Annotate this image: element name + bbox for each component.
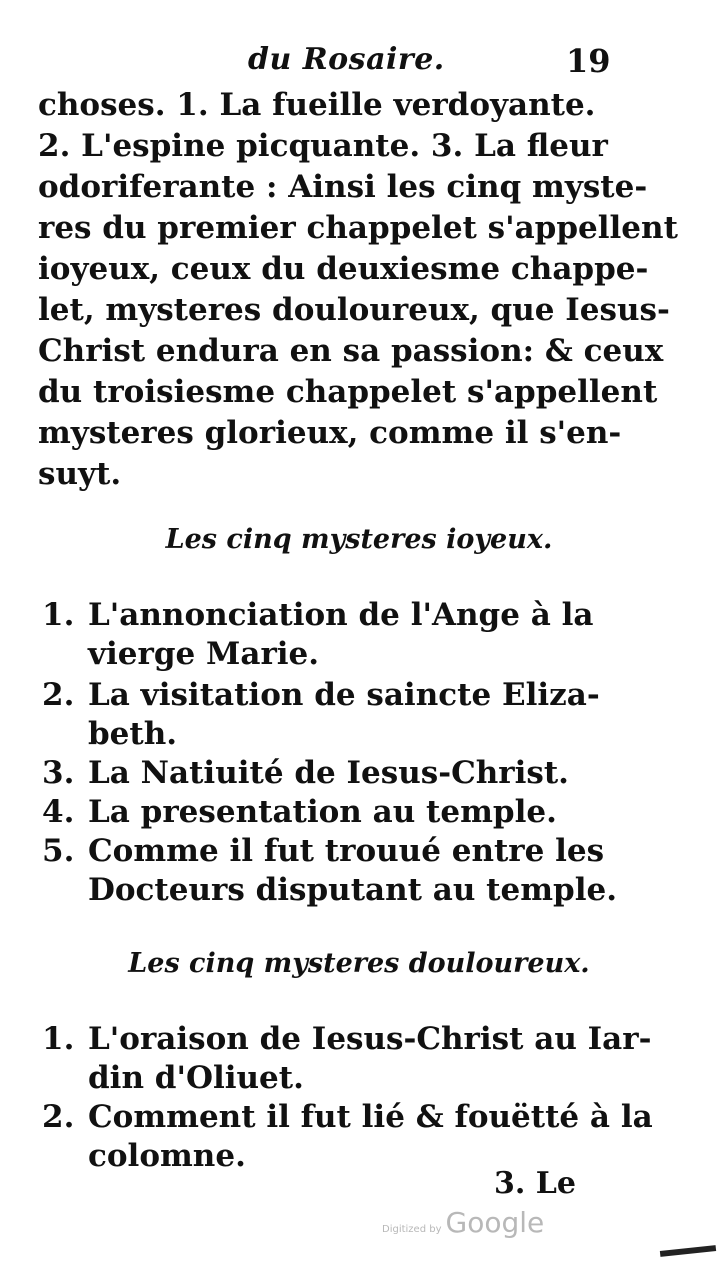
item-number: 1. [42, 597, 75, 633]
item-number: 1. [42, 1021, 75, 1057]
item-text: La presentation au temple. [88, 794, 557, 830]
list-item [42, 755, 602, 791]
item-text: La Natiuité de Iesus-Christ. [88, 755, 569, 791]
section-heading-joyful: Les cinq mysteres ioyeux. [165, 524, 553, 555]
item-continuation: beth. [88, 716, 178, 752]
item-number: 4. [42, 794, 75, 830]
list-item [42, 677, 602, 713]
running-head-title: du Rosaire. [248, 42, 445, 77]
item-text: Comme il fut trouué entre les [88, 833, 605, 869]
paragraph-line-1 [38, 87, 608, 123]
item-number: 5. [42, 833, 75, 869]
item-continuation: vierge Marie. [88, 636, 320, 672]
item-number: 2. [42, 1099, 75, 1135]
paragraph-line-2: 2. L'espine picquante. 3. La fleur [38, 128, 608, 164]
list-item [42, 794, 602, 830]
list-item [42, 1021, 652, 1057]
item-text: Comment il fut lié & fouëtté à la [88, 1099, 653, 1135]
watermark-prefix: Digitized by [382, 1224, 442, 1235]
paragraph-line-5: ioyeux, ceux du deuxiesme chappe- [38, 251, 649, 287]
item-continuation: colomne. [88, 1138, 246, 1174]
digitized-watermark [382, 1206, 544, 1239]
section-heading-sorrowful: Les cinq mysteres douloureux. [128, 948, 590, 979]
paragraph-line-6: let, mysteres douloureux, que Iesus- [38, 292, 670, 328]
paragraph-line-9: mysteres glorieux, comme il s'en- [38, 415, 622, 451]
paragraph-line-3: odoriferante : Ainsi les cinq myste- [38, 169, 648, 205]
item-text: L'oraison de Iesus-Christ au Iar- [88, 1021, 652, 1057]
item-continuation: din d'Oliuet. [88, 1060, 304, 1096]
page-number: 19 [566, 42, 611, 80]
scan-edge-mark [660, 1245, 716, 1257]
paragraph-line-4: res du premier chappelet s'appellent [38, 210, 678, 246]
item-number: 3. [42, 755, 75, 791]
item-text: L'annonciation de l'Ange à la [88, 597, 594, 633]
list-item [42, 597, 602, 633]
item-continuation: Docteurs disputant au temple. [88, 872, 617, 908]
list-item [42, 833, 605, 869]
paragraph-text: choses. 1. La fueille verdoyante. [38, 87, 596, 123]
paragraph-line-7: Christ endura en sa passion: & ceux [38, 333, 664, 369]
paragraph-line-8: du troisiesme chappelet s'appellent [38, 374, 658, 410]
paragraph-line-10: suyt. [38, 456, 122, 492]
google-logo: Google [445, 1206, 545, 1239]
item-text: La visitation de saincte Eliza- [88, 677, 600, 713]
list-item [42, 1099, 653, 1135]
item-number: 2. [42, 677, 75, 713]
catchword: 3. Le [494, 1166, 576, 1201]
